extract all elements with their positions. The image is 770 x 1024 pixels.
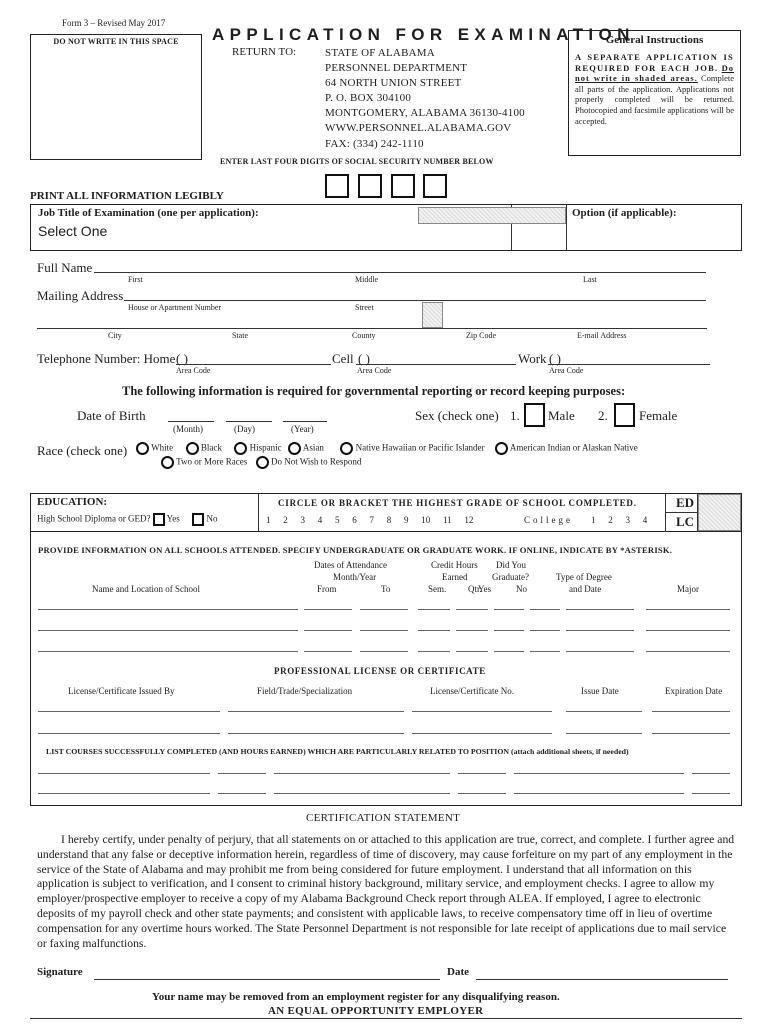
- address-line: FAX: (334) 242-1110: [325, 137, 424, 150]
- race-option-label: Black: [200, 442, 222, 453]
- address-line: PERSONNEL DEPARTMENT: [325, 62, 468, 75]
- city-label: City: [108, 331, 122, 340]
- ssn-digit-2[interactable]: [358, 174, 382, 198]
- issued-by-header: License/Certificate Issued By: [68, 686, 175, 696]
- work-label: Work: [518, 351, 547, 366]
- mailing-address-line[interactable]: [124, 300, 706, 301]
- hs-yes-checkbox[interactable]: [153, 513, 165, 526]
- field-header: Field/Trade/Specialization: [257, 686, 353, 696]
- courses-instruction-text: LIST COURSES SUCCESSFULLY COMPLETED (AND HOURS EARNED) WHICH ARE PARTICULARLY RELATED TO POSITION: [46, 747, 510, 756]
- race-option-label: American Indian or Alaskan Native: [509, 442, 638, 453]
- work-phone-line[interactable]: [548, 364, 710, 365]
- race-option-label: Two or More Races: [176, 456, 248, 467]
- work-area-paren: ( ): [549, 351, 561, 366]
- race-option-label: Hispanic: [249, 442, 282, 453]
- ssn-digit-1[interactable]: [325, 174, 349, 198]
- credit-hours-header: Credit Hours: [431, 560, 478, 570]
- eoe-notice: AN EQUAL OPPORTUNITY EMPLOYER: [268, 1005, 484, 1017]
- dob-month-line[interactable]: [168, 421, 214, 422]
- no-label: No: [206, 513, 218, 524]
- issue-date-header: Issue Date: [581, 686, 619, 696]
- general-instructions-box: [568, 30, 741, 156]
- dates-header: Dates of Attendance: [314, 560, 387, 570]
- first-label: First: [128, 275, 143, 284]
- male-checkbox[interactable]: [524, 403, 545, 427]
- male-label: Male: [548, 408, 575, 423]
- office-use-box: [30, 34, 202, 160]
- hs-question: [37, 513, 218, 526]
- race-radio-black[interactable]: [186, 442, 199, 455]
- grad-yes-header: Yes: [478, 584, 492, 594]
- email-label: E-mail Address: [577, 331, 627, 340]
- cell-phone-line[interactable]: [356, 364, 516, 365]
- license-heading: PROFESSIONAL LICENSE OR CERTIFICATE: [274, 666, 486, 676]
- date-line[interactable]: [476, 979, 728, 980]
- instructions-bold: A SEPARATE APPLICATION IS REQUIRED FOR EACH JOB.: [575, 52, 734, 73]
- home-phone-line[interactable]: [176, 364, 331, 365]
- job-title-select[interactable]: Select One: [38, 223, 108, 239]
- year-label: (Year): [291, 424, 314, 434]
- grade-numbers[interactable]: 1 2 3 4 5 6 7 8 9 10 11 12: [266, 515, 474, 525]
- yes-label: Yes: [166, 513, 180, 524]
- option-label: Option (if applicable):: [572, 207, 677, 219]
- number-header: License/Certificate No.: [430, 686, 514, 696]
- phone-label: Telephone Number: Home: [37, 351, 176, 366]
- race-option-label: White: [151, 442, 174, 453]
- print-legibly: PRINT ALL INFORMATION LEGIBLY: [30, 190, 224, 202]
- race-radio-two-or-more[interactable]: [161, 456, 174, 469]
- degree-type-header: Type of Degree: [556, 572, 612, 582]
- ssn-digit-3[interactable]: [391, 174, 415, 198]
- ssn-label: ENTER LAST FOUR DIGITS OF SOCIAL SECURITY NUMBER BELOW: [220, 157, 494, 166]
- to-header: To: [381, 584, 391, 594]
- form-title: APPLICATION FOR EXAMINATION: [212, 25, 635, 44]
- lc-code: LC: [676, 514, 695, 529]
- courses-attach-note: (attach additional sheets, if needed): [510, 747, 629, 756]
- name-location-header: Name and Location of School: [92, 584, 200, 594]
- street-label: Street: [355, 303, 374, 312]
- sex-number: 1.: [510, 408, 520, 423]
- ssn-digit-4[interactable]: [423, 174, 447, 198]
- month-year-header: Month/Year: [333, 572, 377, 582]
- address-line: MONTGOMERY, ALABAMA 36130-4100: [325, 107, 525, 120]
- major-header: Major: [677, 584, 699, 594]
- signature-line[interactable]: [94, 979, 440, 980]
- female-checkbox[interactable]: [614, 403, 635, 427]
- area-code-label: Area Code: [357, 366, 392, 375]
- grad-no-header: No: [516, 584, 527, 594]
- shaded-area: [698, 494, 741, 531]
- instructions-underline: Do not write in shaded areas.: [575, 62, 734, 84]
- address-line: STATE OF ALABAMA: [325, 47, 435, 59]
- female-label: Female: [639, 408, 678, 423]
- ed-code: ED: [676, 495, 695, 510]
- and-date-header: and Date: [569, 584, 602, 594]
- from-header: From: [317, 584, 337, 594]
- house-label: House or Apartment Number: [128, 303, 222, 312]
- state-label: State: [232, 331, 248, 340]
- dob-year-line[interactable]: [283, 421, 327, 422]
- last-label: Last: [583, 275, 597, 284]
- return-address: [325, 46, 525, 152]
- sex-label: Sex (check one): [415, 408, 499, 423]
- race-label: Race (check one): [37, 443, 128, 458]
- address-line: WWW.PERSONNEL.ALABAMA.GOV: [325, 122, 512, 135]
- race-options-row1: [136, 442, 638, 455]
- hs-no-checkbox[interactable]: [192, 513, 204, 526]
- mailing-address-label: Mailing Address: [37, 288, 124, 303]
- college-years[interactable]: 1 2 3 4: [591, 515, 648, 525]
- general-instructions-text: [575, 52, 734, 126]
- full-name-label: Full Name: [37, 260, 93, 275]
- expiration-date-header: Expiration Date: [665, 686, 723, 696]
- area-code-label: Area Code: [176, 366, 211, 375]
- return-to-label: RETURN TO:: [232, 46, 297, 58]
- schools-instruction: PROVIDE INFORMATION ON ALL SCHOOLS ATTENDED. SPECIFY UNDERGRADUATE OR GRADUATE WORK. IF ONLINE, INDICATE BY *ASTERISK.: [38, 545, 673, 555]
- race-radio-native-hawaiian[interactable]: [340, 442, 353, 455]
- education-heading: EDUCATION:: [37, 496, 108, 508]
- general-instructions-title: General Instructions: [605, 34, 704, 46]
- race-radio-white[interactable]: [136, 442, 149, 455]
- dob-label: Date of Birth: [77, 408, 146, 423]
- cell-area-paren: ( ): [358, 351, 370, 366]
- hs-question-text: High School Diploma or GED?: [37, 513, 151, 524]
- removal-notice: Your name may be removed from an employment register for any disqualifying reason.: [152, 991, 560, 1003]
- job-title-label: Job Title of Examination (one per application):: [38, 207, 259, 219]
- race-radio-american-indian[interactable]: [495, 442, 508, 455]
- courses-instruction: [46, 747, 629, 756]
- certification-heading: CERTIFICATION STATEMENT: [306, 812, 461, 824]
- area-code-label: Area Code: [549, 366, 584, 375]
- form-id: Form 3 – Revised May 2017: [62, 18, 166, 28]
- address-line: P. O. BOX 304100: [325, 92, 412, 105]
- reporting-notice: The following information is required for governmental reporting or record keeping purposes:: [122, 384, 626, 398]
- race-options-row2: [161, 456, 361, 469]
- race-option-label: Asian: [302, 442, 324, 453]
- month-label: (Month): [173, 424, 203, 434]
- home-area-paren: ( ): [176, 351, 188, 366]
- county-label: County: [352, 331, 376, 340]
- do-not-write-label: DO NOT WRITE IN THIS SPACE: [53, 37, 179, 46]
- race-option-label: Do Not Wish to Respond: [270, 456, 362, 467]
- city-line[interactable]: [37, 328, 707, 329]
- date-label: Date: [447, 966, 469, 978]
- did-you-header: Did You: [496, 560, 527, 570]
- instructions-rest: Complete all parts of the application. Applications not properly completed will be returned. Photocopied and facsimile applications will be accepted.: [575, 73, 734, 126]
- day-label: (Day): [234, 424, 255, 434]
- graduate-header: Graduate?: [492, 572, 529, 582]
- race-radio-hispanic[interactable]: [234, 442, 247, 455]
- address-line: 64 NORTH UNION STREET: [325, 77, 462, 90]
- shaded-area: [418, 207, 566, 224]
- cell-label: Cell: [332, 351, 354, 366]
- dob-day-line[interactable]: [226, 421, 272, 422]
- sem-header: Sem.: [428, 584, 447, 594]
- full-name-line[interactable]: [94, 272, 706, 273]
- college-label: College: [524, 515, 573, 525]
- sex-number: 2.: [598, 408, 608, 423]
- race-radio-asian[interactable]: [288, 442, 301, 455]
- qtr-header: Qtr.: [468, 584, 482, 594]
- grade-instruction: CIRCLE OR BRACKET THE HIGHEST GRADE OF SCHOOL COMPLETED.: [278, 498, 637, 508]
- certification-statement: I hereby certify, under penalty of perjury, that all statements on or attached to this application are true, correct, and complete. I further agree and understand that any false or deceptive information herein, regardless of time of discovery, may cause forfeiture on my part of any employment in the service of the State of Alabama and may prohibit me from being considered for future employment. I understand that all information on this application is subject to verification, and I consent to criminal history background, military service, and employment checks. I agree to allow my employer/prospective employer to receive a copy of my Alabama Background Check report through ALEA. If employed, I agree to electronic deposits of my payroll check and other state payments; and consistent with applicable laws, to receive compensatory time off in lieu of overtime compensation for any overtime hours worked. The State Personnel Department is not responsible for late receipt of applications due to mail service or faxing malfunctions.: [37, 833, 735, 950]
- earned-header: Earned: [442, 572, 468, 582]
- race-radio-no-response[interactable]: [256, 456, 269, 469]
- shaded-area: [422, 302, 443, 328]
- signature-label: Signature: [37, 966, 83, 978]
- middle-label: Middle: [355, 275, 379, 284]
- race-option-label: Native Hawaiian or Pacific Islander: [355, 442, 485, 453]
- zip-label: Zip Code: [466, 331, 496, 340]
